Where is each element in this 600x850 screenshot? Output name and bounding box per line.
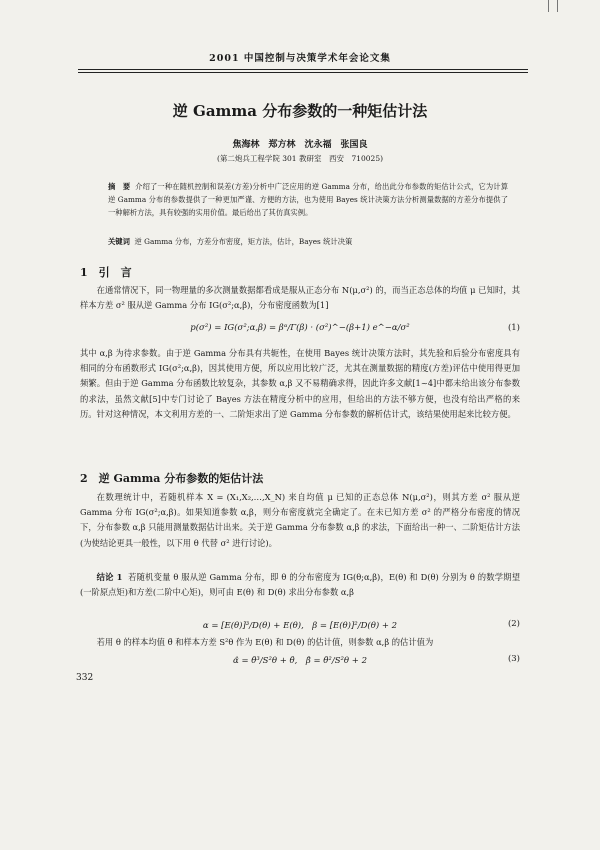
equation-3-number: (3) [507, 654, 520, 664]
affiliation: (第二炮兵工程学院 301 教研室 西安 710025) [216, 154, 384, 163]
paper-title: 逆 Gamma 分布参数的一种矩估计法 [172, 102, 428, 120]
section-2-heading: 2 逆 Gamma 分布参数的矩估计法 [80, 472, 264, 485]
abstract [108, 180, 508, 219]
page-number: 332 [76, 673, 94, 683]
section-1-paragraph-2: 其中 α,β 为待求参数。由于逆 Gamma 分布具有共轭性，在使用 Bayes 统计决策方法时，其先验和后验分布密度具有相同的分布函数形式 IG(σ²;α,β)，因其使用方便，所以应用比较广泛，尤其在测量数据的精度(方差)评估中使用得更加频繁。但由于逆 Gamma 分布函数比较复杂，其参数 α,β 又不易精确求得，因此许多文献[1~4]中都未给出该分布参数的求法，虽然文献[5]中专门讨论了 Bayes 方法在精度分析中的应用，但给出的方法不够方便，也没有给出严格的来历。针对这种情况，本文利用方差的一、二阶矩求出了逆 Gamma 分布参数的解析估计式，该结果使用起来比较方便。 [80, 348, 520, 419]
running-head: 2001 中国控制与决策学术年会论文集 [209, 53, 391, 64]
header-rule [78, 69, 528, 70]
conclusion-1-label: 结论 1 [96, 572, 123, 582]
section-2-paragraph-3: 若用 θ 的样本均值 θ̄ 和样本方差 S²θ 作为 E(θ) 和 D(θ) 的估计值，则参数 α,β 的估计值为 [96, 637, 434, 647]
binding-mark [548, 0, 558, 12]
keywords [108, 237, 508, 247]
conclusion-1-text: 若随机变量 θ 服从逆 Gamma 分布，即 θ 的分布密度为 IG(θ;α,β)，E(θ) 和 D(θ) 分别为 θ 的数学期望(一阶原点矩)和方差(二阶中心矩)，则可由 E(θ) 和 D(θ) 求出分布参数 α,β [80, 572, 520, 598]
section-1-heading: 1 引 言 [80, 266, 132, 279]
authors: 焦海林 郑方林 沈永福 张国良 [232, 140, 368, 150]
equation-2-number: (2) [507, 619, 520, 629]
equation-1-number: (1) [507, 323, 520, 333]
equation-2-body: α = [E(θ)]³/D(θ) + E(θ), β = [E(θ)]²/D(θ) + 2 [202, 621, 398, 631]
keywords-text: 逆 Gamma 分布，方差分布密度，矩方法，估计，Bayes 统计决策 [134, 237, 353, 246]
conclusion-1 [80, 570, 520, 600]
equation-3-body: α̂ = θ̄³/S²θ + θ̄, β̂ = θ̄²/S²θ + 2 [233, 656, 367, 666]
keywords-label: 关键词 [108, 237, 130, 246]
abstract-text: 介绍了一种在随机控制和误差(方差)分析中广泛应用的逆 Gamma 分布，给出此分布参数的矩估计公式，它为计算逆 Gamma 分布的参数提供了一种更加严谨、方便的方法，也为使用 Bayes 统计决策方法分析测量数据的方差分布提供了一种解析方法，具有较强的实用价值。最后给出了其仿真实例。 [108, 182, 509, 217]
equation-1-body: p(σ²) = IG(σ²;α,β) = βᵅ/Γ(β) · (σ²)^−(β+1) e^−α/σ² [190, 323, 410, 333]
section-1-paragraph-1: 在通常情况下，同一物理量的多次测量数据都看成是服从正态分布 N(μ,σ²) 的，而当正态总体的均值 μ 已知时，其样本方差 σ² 服从逆 Gamma 分布 IG(σ²;α,β)，分布密度函数为[1] [80, 285, 520, 311]
abstract-label: 摘 要 [108, 182, 131, 191]
section-2-paragraph-1: 在数理统计中，若随机样本 X = (X₁,X₂,…,X_N) 来自均值 μ 已知的正态总体 N(μ,σ²)，则其方差 σ² 服从逆 Gamma 分布 IG(σ²;α,β)。如果知道参数 α,β，则分布密度就完全确定了。在未已知方差 σ² 的严格分布密度的情况下，分布参数 α,β 只能用测量数据估计出来。关于逆 Gamma 分布参数 α,β 的求法，下面给出一种一、二阶矩估计方法(为使结论更具一般性，以下用 θ 代替 σ² 进行讨论)。 [80, 492, 520, 548]
header-rule-thin [78, 72, 528, 73]
